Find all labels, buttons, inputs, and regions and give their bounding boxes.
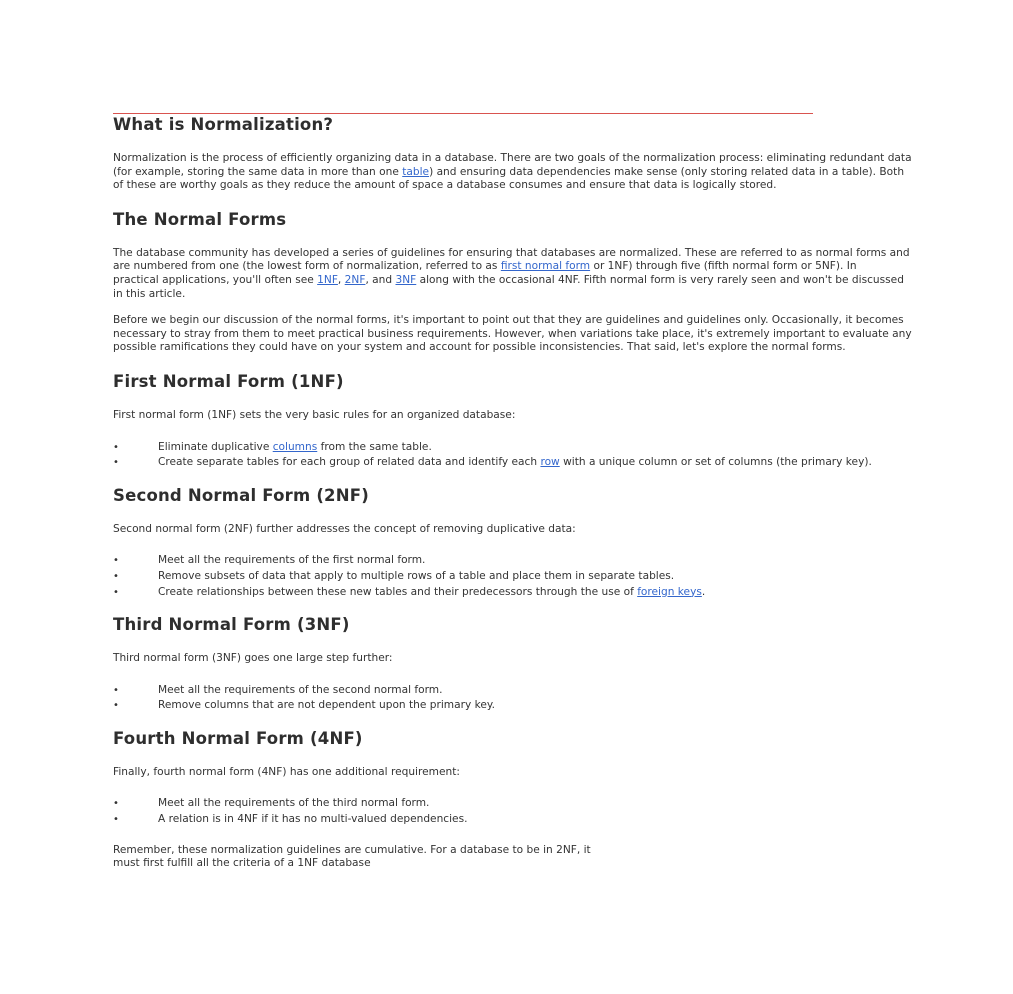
text-line	[113, 274, 1013, 288]
link-foreign-keys[interactable]: foreign keys	[637, 585, 702, 598]
text-fragment: Remove columns that are not dependent upon the primary key.	[158, 699, 495, 712]
paragraph-first-nf-intro: First normal form (1NF) sets the very basic rules for an organized database:	[113, 408, 516, 421]
text-fragment: Meet all the requirements of the second normal form.	[158, 683, 443, 696]
heading-fourth-normal-form: Fourth Normal Form (4NF)	[113, 728, 363, 748]
text-fragment: ) and ensuring data dependencies make sense (only storing related data in a table). Both	[429, 165, 905, 178]
heading-the-normal-forms: The Normal Forms	[113, 209, 287, 229]
list-item	[113, 698, 1013, 714]
heading-third-normal-form: Third Normal Form (3NF)	[113, 615, 350, 635]
paragraph-normalization-intro	[113, 152, 1013, 193]
text-line: Before we begin our discussion of the normal forms, it's important to point out that they are guidelines and guidelines only. Occasionally, it becomes	[113, 314, 904, 327]
text-fragment: (for example, storing the same data in more than one	[113, 165, 403, 178]
list-item	[113, 812, 1013, 828]
text-fragment: Create separate tables for each group of related data and identify each	[158, 456, 541, 469]
heading-first-normal-form: First Normal Form (1NF)	[113, 371, 344, 391]
paragraph-fourth-nf-intro: Finally, fourth normal form (4NF) has one additional requirement:	[113, 765, 460, 778]
link-2nf[interactable]: 2NF	[344, 273, 366, 286]
link-columns[interactable]: columns	[272, 440, 318, 453]
text-fragment: practical applications, you'll often see	[113, 273, 318, 286]
paragraph-normal-forms-1	[113, 247, 1013, 301]
bullet-icon: •	[113, 457, 119, 469]
text-fragment: Eliminate duplicative	[158, 440, 273, 453]
text-line: of these are worthy goals as they reduce the amount of space a database consumes and ensure that data is logically stored.	[113, 179, 777, 192]
list-item	[113, 455, 1013, 471]
text-line: possible ramifications they could have on your system and account for possible inconsistencies. That said, let's explore the normal forms.	[113, 341, 846, 354]
text-fragment: or 1NF) through five (fifth normal form or 5NF). In	[590, 260, 857, 273]
text-line	[113, 166, 1013, 180]
list-item	[113, 796, 1013, 812]
text-fragment: ,	[337, 273, 345, 286]
paragraph-normal-forms-2	[113, 314, 1013, 355]
text-fragment: , and	[365, 273, 396, 286]
text-fragment: with a unique column or set of columns (the primary key).	[559, 456, 872, 469]
paragraph-third-nf-intro: Third normal form (3NF) goes one large step further:	[113, 652, 393, 665]
text-fragment: along with the occasional 4NF. Fifth normal form is very rarely seen and won't be discussed	[416, 273, 904, 286]
list-first-nf-rules	[113, 440, 1013, 471]
text-fragment: are numbered from one (the lowest form of normalization, referred to as	[113, 260, 501, 273]
list-item	[113, 553, 1013, 569]
bullet-icon: •	[113, 555, 119, 567]
bullet-icon: •	[113, 570, 119, 582]
text-line	[113, 260, 1013, 274]
list-third-nf-rules	[113, 683, 1013, 714]
text-line: necessary to stray from them to meet practical business requirements. However, when variations take place, it's extremely important to evaluate any	[113, 327, 912, 340]
link-row[interactable]: row	[540, 456, 560, 469]
bullet-icon: •	[113, 700, 119, 712]
link-table[interactable]: table	[402, 165, 430, 178]
text-line: Remember, these normalization guidelines are cumulative. For a database to be in 2NF, it	[113, 843, 591, 856]
text-fragment: Create relationships between these new tables and their predecessors through the use of	[158, 585, 638, 598]
text-fragment: Meet all the requirements of the first normal form.	[158, 554, 426, 567]
text-fragment: from the same table.	[317, 440, 432, 453]
link-3nf[interactable]: 3NF	[395, 273, 417, 286]
heading-what-is-normalization: What is Normalization?	[113, 115, 334, 134]
bullet-icon: •	[113, 586, 119, 598]
bullet-icon: •	[113, 798, 119, 810]
link-first-normal-form[interactable]: first normal form	[500, 260, 591, 273]
bullet-icon: •	[113, 441, 119, 453]
text-line: Normalization is the process of efficiently organizing data in a database. There are two goals of the normalization process: eliminating redundant data	[113, 152, 912, 164]
text-fragment: A relation is in 4NF if it has no multi-valued dependencies.	[158, 813, 468, 826]
paragraph-second-nf-intro: Second normal form (2NF) further addresses the concept of removing duplicative data:	[113, 522, 576, 535]
header-rule	[113, 113, 813, 114]
heading-second-normal-form: Second Normal Form (2NF)	[113, 485, 369, 505]
text-line: The database community has developed a series of guidelines for ensuring that databases are normalized. These are referred to as normal forms and	[113, 246, 910, 259]
article-content	[113, 115, 1013, 871]
text-fragment: Meet all the requirements of the third normal form.	[158, 797, 430, 810]
bullet-icon: •	[113, 684, 119, 696]
link-1nf[interactable]: 1NF	[317, 273, 338, 286]
list-second-nf-rules	[113, 553, 1013, 600]
paragraph-closing	[113, 844, 1013, 871]
list-fourth-nf-rules	[113, 796, 1013, 827]
text-fragment: .	[701, 585, 706, 598]
bullet-icon: •	[113, 814, 119, 826]
list-item	[113, 440, 1013, 456]
text-line: in this article.	[113, 287, 186, 300]
text-line: must first fulfill all the criteria of a 1NF database	[113, 857, 371, 870]
text-fragment: Remove subsets of data that apply to multiple rows of a table and place them in separate tables.	[158, 569, 675, 582]
list-item	[113, 585, 1013, 601]
list-item	[113, 683, 1013, 699]
list-item	[113, 569, 1013, 585]
